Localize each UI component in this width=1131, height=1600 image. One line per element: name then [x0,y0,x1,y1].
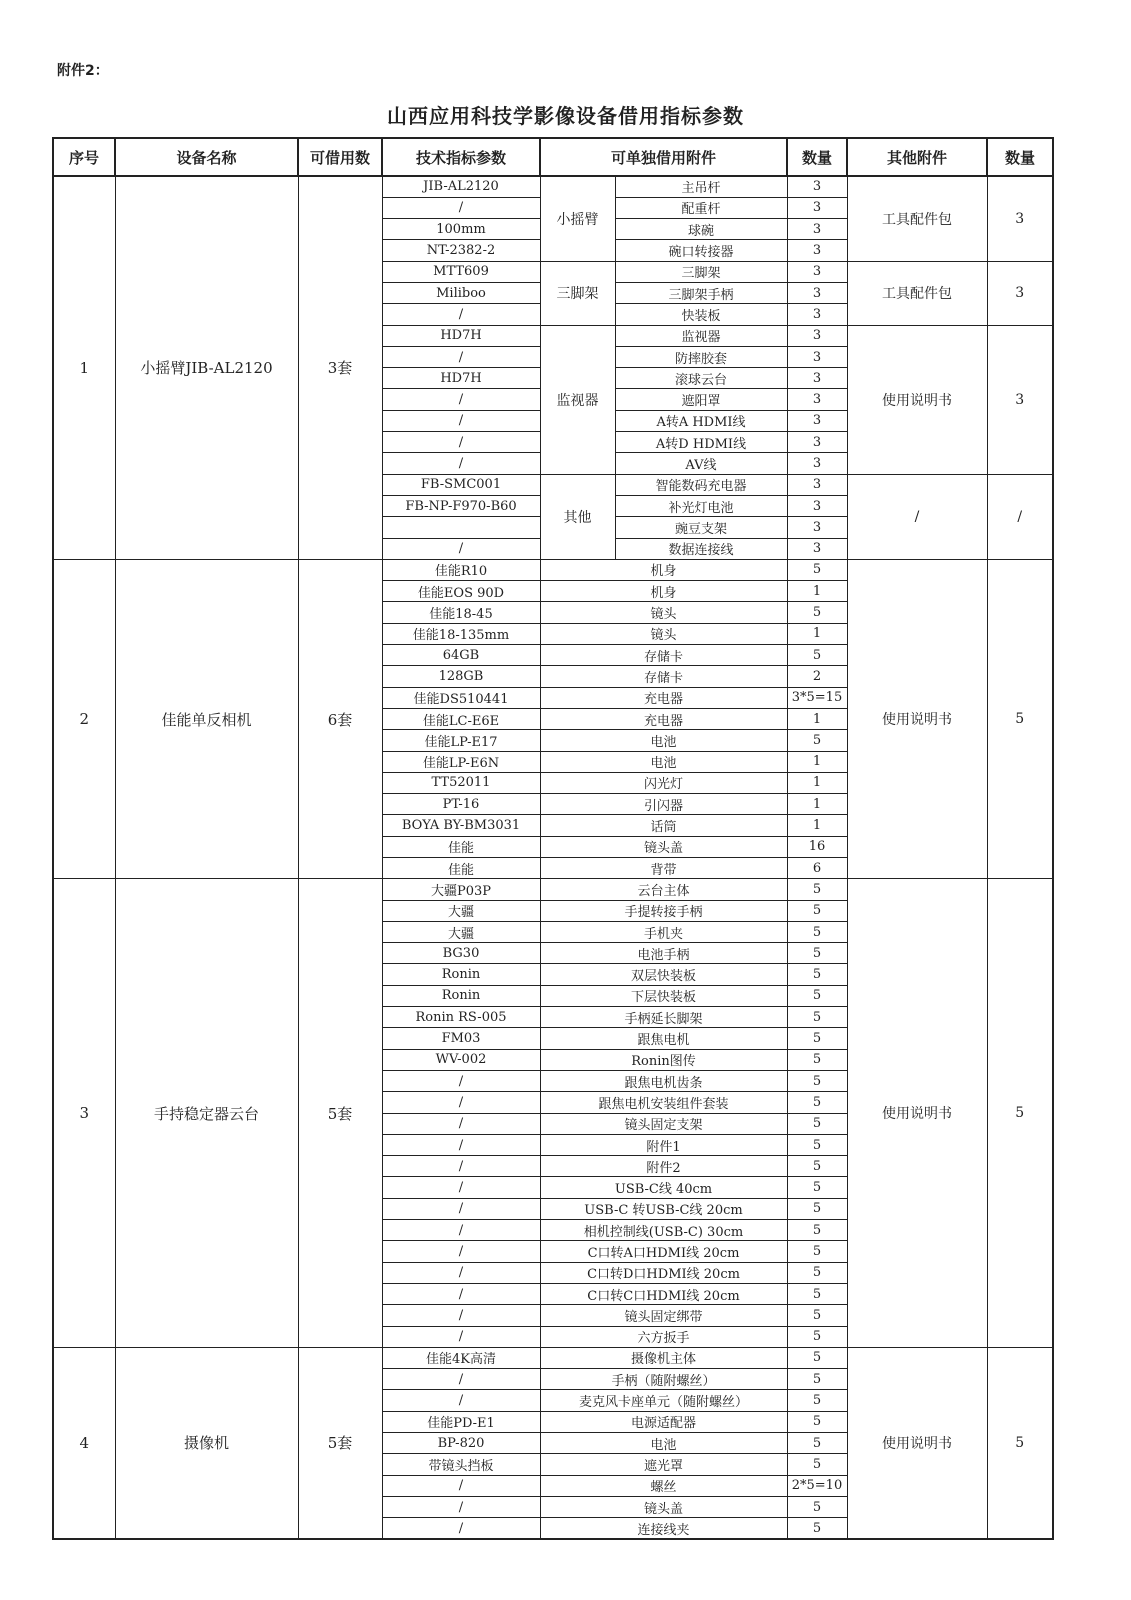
qty-cell: 5 [787,1241,847,1262]
param-cell: / [382,410,540,431]
param-cell: BP-820 [382,1433,540,1454]
qty-cell: 1 [787,623,847,644]
other-qty-cell: 3 [987,176,1053,261]
qty-cell: 3 [787,197,847,218]
header-other-qty: 数量 [987,138,1053,176]
accessory-cell: 电池 [540,1433,787,1454]
qty-cell: 1 [787,708,847,729]
qty-cell: 5 [787,1305,847,1326]
table-row [53,176,1053,197]
accessory-cell: 碗口转接器 [615,240,787,261]
qty-cell: 5 [787,1518,847,1539]
param-cell: / [382,304,540,325]
param-cell: / [382,1305,540,1326]
accessory-cell: 摄像机主体 [540,1347,787,1368]
param-cell: 佳能 [382,858,540,879]
other-accessory-cell: / [847,474,987,559]
qty-cell: 5 [787,1156,847,1177]
param-cell: / [382,1241,540,1262]
param-cell: / [382,1518,540,1539]
param-cell: / [382,197,540,218]
table-row [53,559,1053,580]
param-cell: Ronin RS-005 [382,1007,540,1028]
available-count-cell: 3套 [298,176,382,559]
qty-cell: 3 [787,538,847,559]
param-cell: 佳能LP-E17 [382,730,540,751]
accessory-cell: 遮阳罩 [615,389,787,410]
other-qty-cell: 5 [987,1347,1053,1539]
param-cell: 大疆 [382,900,540,921]
accessory-cell: 镜头固定绑带 [540,1305,787,1326]
param-cell: WV-002 [382,1049,540,1070]
accessory-cell: 手柄延长脚架 [540,1007,787,1028]
accessory-cell: C口转C口HDMI线 20cm [540,1283,787,1304]
param-cell: Ronin [382,985,540,1006]
param-cell: / [382,1496,540,1517]
param-cell: / [382,1177,540,1198]
header-row [53,138,1053,176]
param-cell: 佳能 [382,836,540,857]
qty-cell: 3 [787,176,847,197]
param-cell: 佳能LC-E6E [382,708,540,729]
accessory-cell: 三脚架 [615,261,787,282]
other-qty-cell: 5 [987,559,1053,878]
other-qty-cell: 5 [987,879,1053,1348]
annex-label: 附件2： [57,63,109,79]
accessory-cell: 镜头盖 [540,836,787,857]
param-cell: 佳能LP-E6N [382,751,540,772]
param-cell: NT-2382-2 [382,240,540,261]
param-cell: / [382,1070,540,1091]
param-cell: / [382,432,540,453]
qty-cell: 6 [787,858,847,879]
param-cell: / [382,1283,540,1304]
param-cell: Miliboo [382,282,540,303]
qty-cell: 5 [787,602,847,623]
accessory-cell: 遮光罩 [540,1454,787,1475]
qty-cell: 1 [787,772,847,793]
param-cell: / [382,453,540,474]
qty-cell: 3 [787,368,847,389]
param-cell: FB-NP-F970-B60 [382,495,540,516]
param-cell: 佳能DS510441 [382,687,540,708]
param-cell: / [382,1390,540,1411]
qty-cell: 3 [787,346,847,367]
table-body [53,176,1053,1539]
param-cell: FM03 [382,1028,540,1049]
qty-cell: 5 [787,1007,847,1028]
qty-cell: 5 [787,943,847,964]
qty-cell: 5 [787,1496,847,1517]
param-cell: 大疆 [382,921,540,942]
param-cell: / [382,346,540,367]
header-seq: 序号 [53,138,115,176]
accessory-cell: A转D HDMI线 [615,432,787,453]
accessory-cell: USB-C 转USB-C线 20cm [540,1198,787,1219]
param-cell: 64GB [382,645,540,666]
accessory-cell: 附件2 [540,1156,787,1177]
param-cell: BG30 [382,943,540,964]
device-name-cell: 手持稳定器云台 [115,879,298,1348]
qty-cell: 3 [787,304,847,325]
device-name-cell: 小摇臂JIB-AL2120 [115,176,298,559]
qty-cell: 5 [787,1326,847,1347]
accessory-cell: 双层快装板 [540,964,787,985]
accessory-cell: 麦克风卡座单元（随附螺丝） [540,1390,787,1411]
available-count-cell: 5套 [298,879,382,1348]
accessory-cell: 机身 [540,559,787,580]
qty-cell: 3 [787,517,847,538]
equipment-table [52,137,1054,1540]
qty-cell: 5 [787,1113,847,1134]
qty-cell: 5 [787,1177,847,1198]
other-qty-cell: 3 [987,325,1053,474]
param-cell: / [382,1262,540,1283]
param-cell [382,517,540,538]
accessory-cell: AV线 [615,453,787,474]
device-name-cell: 佳能单反相机 [115,559,298,878]
qty-cell: 1 [787,751,847,772]
header-other: 其他附件 [847,138,987,176]
qty-cell: 5 [787,1262,847,1283]
available-count-cell: 6套 [298,559,382,878]
subgroup-label-cell: 三脚架 [540,261,615,325]
qty-cell: 5 [787,1134,847,1155]
other-accessory-cell: 使用说明书 [847,879,987,1348]
param-cell: BOYA BY-BM3031 [382,815,540,836]
other-accessory-cell: 使用说明书 [847,1347,987,1539]
qty-cell: 3 [787,325,847,346]
accessory-cell: 防摔胶套 [615,346,787,367]
accessory-cell: 滚球云台 [615,368,787,389]
param-cell: 大疆P03P [382,879,540,900]
param-cell: / [382,1369,540,1390]
qty-cell: 3 [787,389,847,410]
seq-cell: 1 [53,176,115,559]
qty-cell: 5 [787,879,847,900]
accessory-cell: 镜头固定支架 [540,1113,787,1134]
param-cell: / [382,1326,540,1347]
table-row [53,879,1053,900]
param-cell: HD7H [382,368,540,389]
accessory-cell: C口转A口HDMI线 20cm [540,1241,787,1262]
accessory-cell: 云台主体 [540,879,787,900]
qty-cell: 5 [787,1070,847,1091]
param-cell: 100mm [382,219,540,240]
accessory-cell: 智能数码充电器 [615,474,787,495]
param-cell: / [382,1198,540,1219]
qty-cell: 5 [787,900,847,921]
accessory-cell: 镜头 [540,623,787,644]
qty-cell: 5 [787,964,847,985]
qty-cell: 5 [787,1390,847,1411]
param-cell: / [382,1092,540,1113]
qty-cell: 5 [787,1028,847,1049]
param-cell: 佳能4K高清 [382,1347,540,1368]
subgroup-label-cell: 监视器 [540,325,615,474]
qty-cell: 5 [787,985,847,1006]
qty-cell: 3 [787,261,847,282]
accessory-cell: 电池 [540,751,787,772]
header-count: 可借用数 [298,138,382,176]
qty-cell: 5 [787,1433,847,1454]
header-accessory: 可单独借用附件 [540,138,787,176]
seq-cell: 4 [53,1347,115,1539]
accessory-cell: 附件1 [540,1134,787,1155]
param-cell: 佳能PD-E1 [382,1411,540,1432]
header-name: 设备名称 [115,138,298,176]
accessory-cell: 电池 [540,730,787,751]
accessory-cell: 机身 [540,581,787,602]
accessory-cell: 存储卡 [540,645,787,666]
accessory-cell: A转A HDMI线 [615,410,787,431]
accessory-cell: 存储卡 [540,666,787,687]
qty-cell: 1 [787,794,847,815]
accessory-cell: 电池手柄 [540,943,787,964]
subgroup-label-cell: 其他 [540,474,615,559]
qty-cell: 3 [787,282,847,303]
other-accessory-cell: 使用说明书 [847,325,987,474]
param-cell: FB-SMC001 [382,474,540,495]
qty-cell: 3 [787,240,847,261]
accessory-cell: 配重杆 [615,197,787,218]
param-cell: 佳能18-45 [382,602,540,623]
qty-cell: 5 [787,1369,847,1390]
header-qty: 数量 [787,138,847,176]
accessory-cell: 跟焦电机齿条 [540,1070,787,1091]
accessory-cell: 镜头 [540,602,787,623]
seq-cell: 3 [53,879,115,1348]
accessory-cell: 手提转接手柄 [540,900,787,921]
param-cell: / [382,1156,540,1177]
accessory-cell: 引闪器 [540,794,787,815]
qty-cell: 3 [787,474,847,495]
accessory-cell: 监视器 [615,325,787,346]
accessory-cell: 三脚架手柄 [615,282,787,303]
accessory-cell: 背带 [540,858,787,879]
qty-cell: 3 [787,495,847,516]
header-param: 技术指标参数 [382,138,540,176]
param-cell: / [382,1475,540,1496]
other-accessory-cell: 工具配件包 [847,176,987,261]
seq-cell: 2 [53,559,115,878]
accessory-cell: 快装板 [615,304,787,325]
qty-cell: 5 [787,730,847,751]
qty-cell: 16 [787,836,847,857]
qty-cell: 3 [787,432,847,453]
accessory-cell: 电源适配器 [540,1411,787,1432]
qty-cell: 5 [787,921,847,942]
other-qty-cell: / [987,474,1053,559]
accessory-cell: 数据连接线 [615,538,787,559]
qty-cell: 5 [787,645,847,666]
param-cell: MTT609 [382,261,540,282]
param-cell: TT52011 [382,772,540,793]
accessory-cell: 螺丝 [540,1475,787,1496]
param-cell: JIB-AL2120 [382,176,540,197]
accessory-cell: 连接线夹 [540,1518,787,1539]
qty-cell: 2*5=10 [787,1475,847,1496]
qty-cell: 5 [787,559,847,580]
qty-cell: 5 [787,1092,847,1113]
qty-cell: 3 [787,453,847,474]
qty-cell: 5 [787,1347,847,1368]
qty-cell: 3 [787,410,847,431]
accessory-cell: 手机夹 [540,921,787,942]
accessory-cell: 充电器 [540,708,787,729]
accessory-cell: 手柄（随附螺丝） [540,1369,787,1390]
param-cell: / [382,1113,540,1134]
param-cell: / [382,1220,540,1241]
table-row [53,1347,1053,1368]
param-cell: HD7H [382,325,540,346]
param-cell: 佳能18-135mm [382,623,540,644]
accessory-cell: 豌豆支架 [615,517,787,538]
accessory-cell: 跟焦电机安装组件套装 [540,1092,787,1113]
accessory-cell: 跟焦电机 [540,1028,787,1049]
accessory-cell: 闪光灯 [540,772,787,793]
other-accessory-cell: 使用说明书 [847,559,987,878]
qty-cell: 5 [787,1454,847,1475]
other-accessory-cell: 工具配件包 [847,261,987,325]
accessory-cell: 充电器 [540,687,787,708]
qty-cell: 5 [787,1411,847,1432]
qty-cell: 5 [787,1049,847,1070]
qty-cell: 5 [787,1283,847,1304]
qty-cell: 3*5=15 [787,687,847,708]
accessory-cell: 相机控制线(USB-C) 30cm [540,1220,787,1241]
qty-cell: 1 [787,581,847,602]
document-title: 山西应用科技学影像设备借用指标参数 [387,104,744,128]
accessory-cell: 主吊杆 [615,176,787,197]
param-cell: 佳能R10 [382,559,540,580]
param-cell: 佳能EOS 90D [382,581,540,602]
accessory-cell: 镜头盖 [540,1496,787,1517]
equipment-table-wrapper [52,137,1054,1540]
accessory-cell: 下层快装板 [540,985,787,1006]
subgroup-label-cell: 小摇臂 [540,176,615,261]
qty-cell: 5 [787,1198,847,1219]
accessory-cell: Ronin图传 [540,1049,787,1070]
accessory-cell: 六方扳手 [540,1326,787,1347]
device-name-cell: 摄像机 [115,1347,298,1539]
qty-cell: 3 [787,219,847,240]
qty-cell: 5 [787,1220,847,1241]
param-cell: / [382,1134,540,1155]
param-cell: / [382,538,540,559]
param-cell: 带镜头挡板 [382,1454,540,1475]
accessory-cell: C口转D口HDMI线 20cm [540,1262,787,1283]
accessory-cell: 球碗 [615,219,787,240]
param-cell: 128GB [382,666,540,687]
accessory-cell: 补光灯电池 [615,495,787,516]
other-qty-cell: 3 [987,261,1053,325]
qty-cell: 2 [787,666,847,687]
accessory-cell: 话筒 [540,815,787,836]
param-cell: Ronin [382,964,540,985]
qty-cell: 1 [787,815,847,836]
accessory-cell: USB-C线 40cm [540,1177,787,1198]
available-count-cell: 5套 [298,1347,382,1539]
param-cell: PT-16 [382,794,540,815]
param-cell: / [382,389,540,410]
